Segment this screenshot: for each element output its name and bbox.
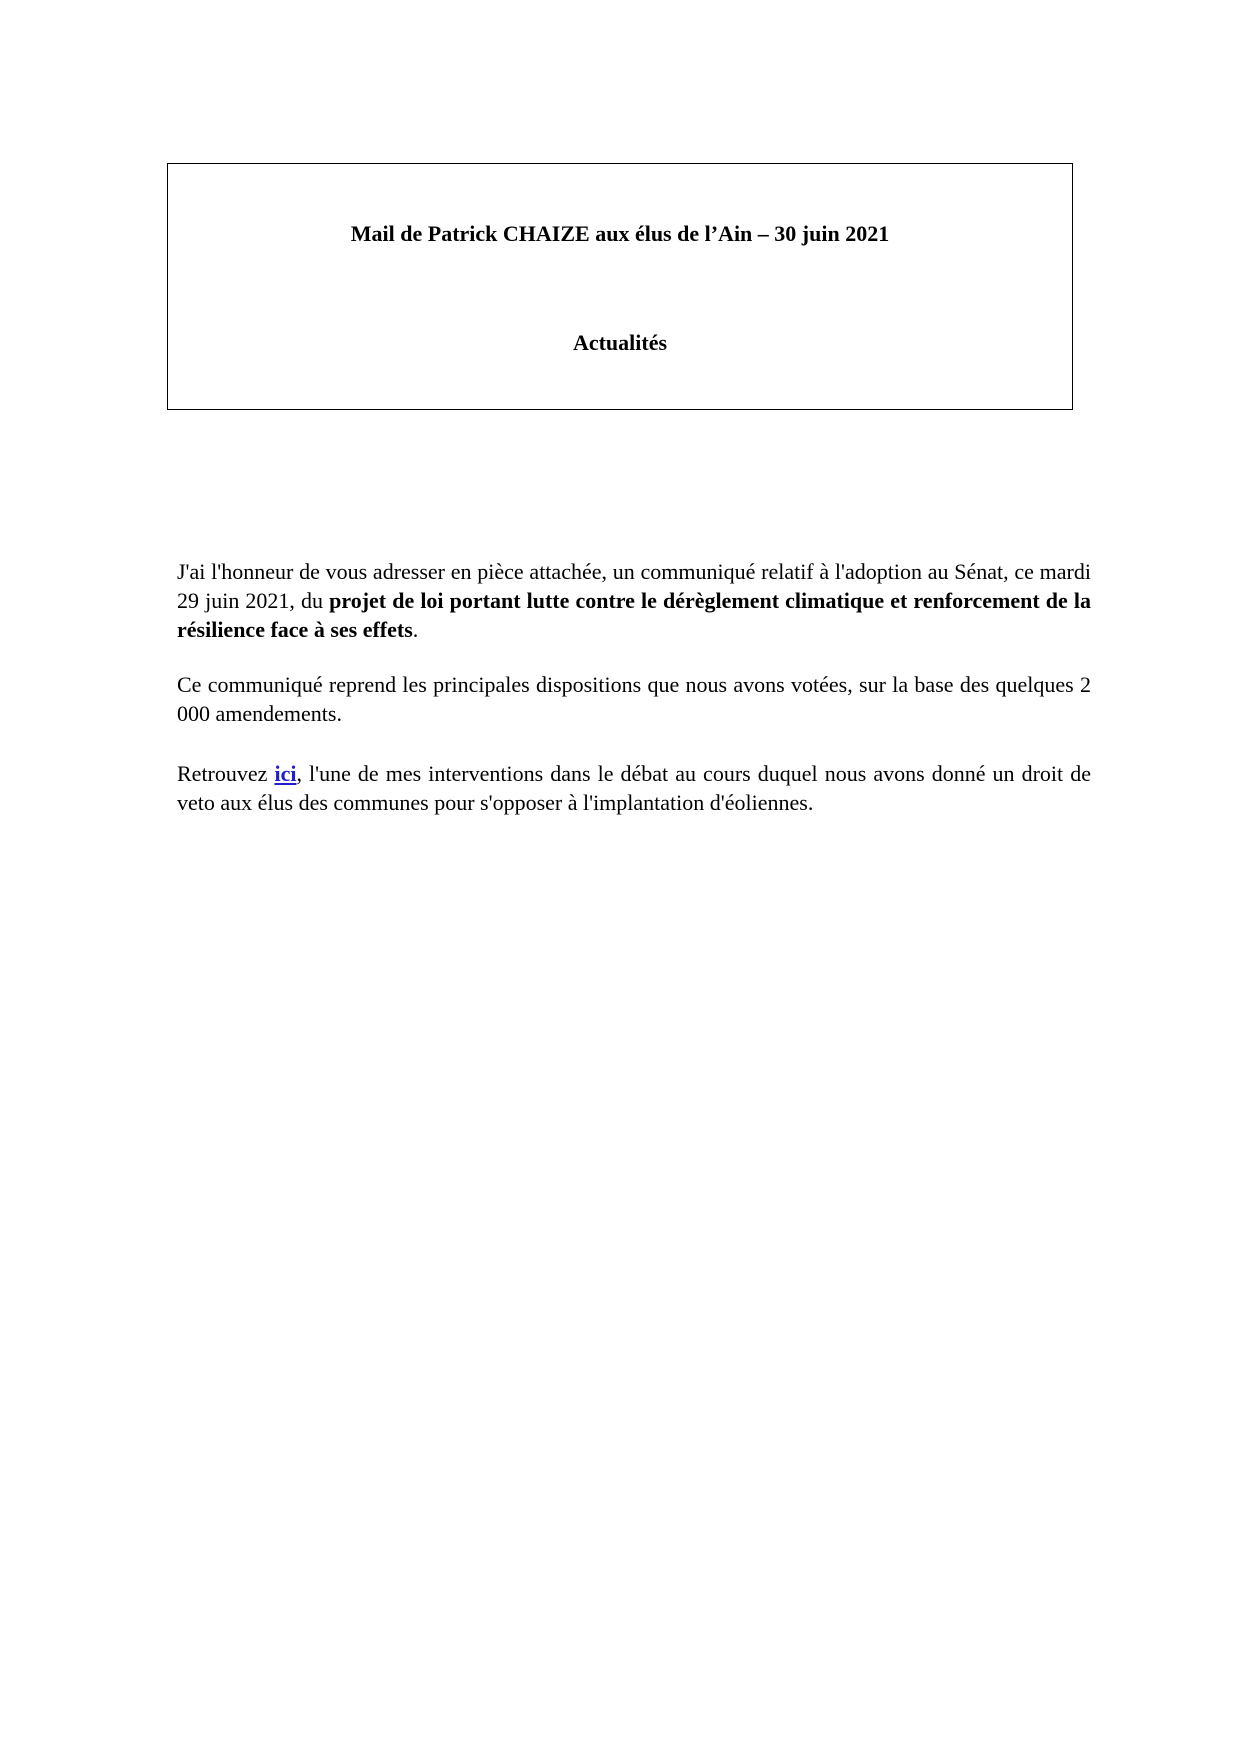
header-box <box>167 163 1073 410</box>
paragraph-before-link: Retrouvez <box>177 761 275 786</box>
paragraph-intervention <box>177 759 1091 817</box>
document-title: Mail de Patrick CHAIZE aux élus de l’Ain – 30 juin 2021 <box>350 221 890 246</box>
paragraph-communique <box>177 557 1091 644</box>
paragraph-dispositions <box>177 670 1091 728</box>
bill-title: projet de loi portant lutte contre le dérèglement climatique et renforcement de la résilience face à ses effets <box>177 588 1091 642</box>
paragraph-dispositions-text: Ce communiqué reprend les principales dispositions que nous avons votées, sur la base des quelques 2 000 amendements. <box>177 672 1091 726</box>
paragraph-intro-text: J'ai l'honneur de vous adresser en pièce attachée, un communiqué relatif à l'adoption au Sénat, ce mardi 29 juin 2021, du <box>177 559 1091 613</box>
paragraph-after-link: , l'une de mes interventions dans le débat au cours duquel nous avons donné un droit de veto aux élus des communes pour s'opposer à l'implantation d'éoliennes. <box>177 761 1091 815</box>
document-subtitle: Actualités <box>572 330 668 355</box>
paragraph-end: . <box>412 617 419 642</box>
intervention-link[interactable]: ici <box>274 761 297 786</box>
